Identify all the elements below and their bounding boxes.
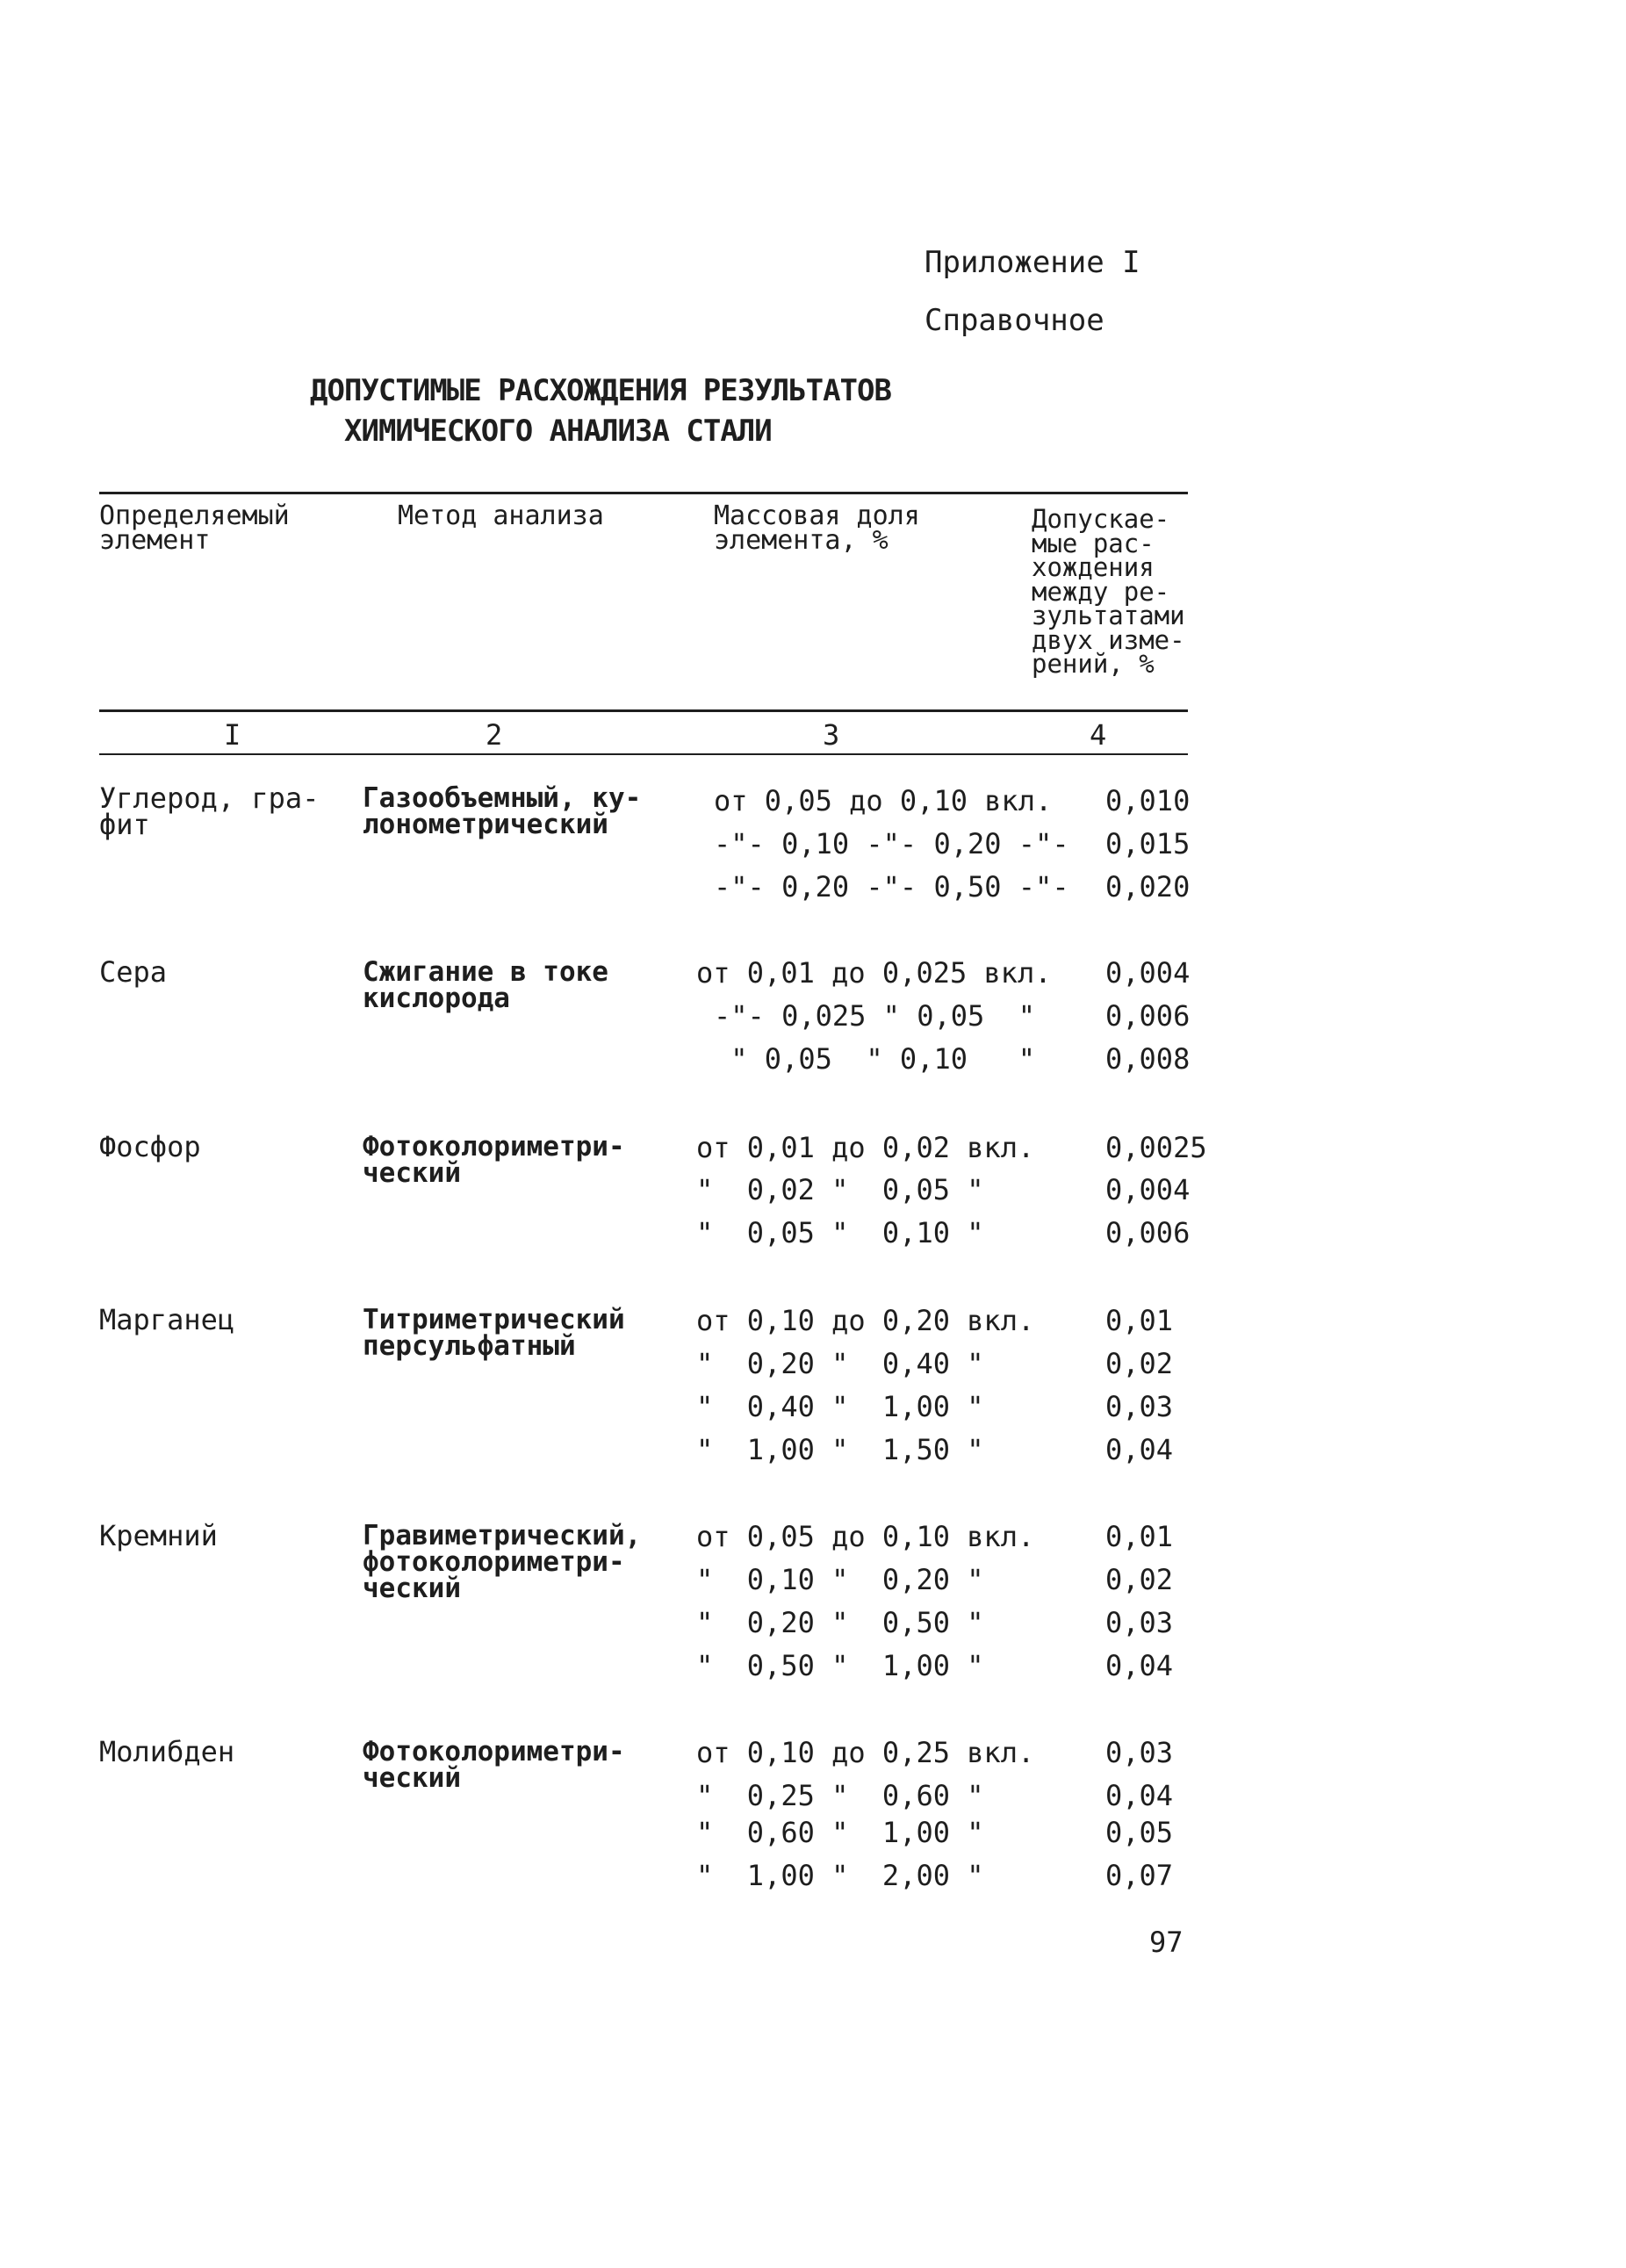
range-value: " 0,40 " 1,00 " <box>696 1390 984 1423</box>
col-numbers-bottom-rule <box>99 753 1188 755</box>
tolerance-value: 0,03 <box>1105 1736 1174 1769</box>
col-number-3: 3 <box>823 718 840 752</box>
header-element: Определяемый элемент <box>99 500 290 556</box>
range-value: " 0,05 " 0,10 " <box>714 1042 1036 1076</box>
tolerance-value: 0,03 <box>1105 1606 1174 1639</box>
range-value: " 1,00 " 2,00 " <box>696 1859 984 1892</box>
range-value: " 0,25 " 0,60 " <box>696 1779 984 1812</box>
tolerance-value: 0,02 <box>1105 1347 1174 1380</box>
method-name: Титриметрический персульфатный <box>363 1304 625 1362</box>
range-value: " 0,20 " 0,50 " <box>696 1606 984 1639</box>
document-title-line1: ДОПУСТИМЫЕ РАСХОЖДЕНИЯ РЕЗУЛЬТАТОВ <box>310 373 891 408</box>
element-name: Кремний <box>99 1519 218 1552</box>
range-value: от 0,05 до 0,10 вкл. <box>714 784 1053 817</box>
range-value: от 0,10 до 0,25 вкл. <box>696 1736 1035 1769</box>
element-name: Сера <box>99 955 168 989</box>
method-name: Сжигание в токе кислорода <box>363 956 608 1014</box>
range-value: " 0,10 " 0,20 " <box>696 1563 984 1596</box>
tolerance-value: 0,020 <box>1105 870 1191 904</box>
tolerance-value: 0,04 <box>1105 1433 1174 1466</box>
col-number-1: I <box>224 718 241 752</box>
tolerance-value: 0,008 <box>1105 1042 1191 1076</box>
tolerance-value: 0,04 <box>1105 1649 1174 1682</box>
tolerance-value: 0,02 <box>1105 1563 1174 1596</box>
header-mass-fraction: Массовая доля элемента, % <box>714 500 920 556</box>
element-name: Молибден <box>99 1735 235 1768</box>
tolerance-value: 0,004 <box>1105 956 1191 990</box>
range-value: " 0,50 " 1,00 " <box>696 1649 984 1682</box>
method-name: Гравиметрический, фотоколориметри- ческий <box>363 1520 642 1604</box>
document-title-line2: ХИМИЧЕСКОГО АНАЛИЗА СТАЛИ <box>344 414 772 449</box>
method-name: Фотоколориметри- ческий <box>363 1736 625 1794</box>
tolerance-value: 0,01 <box>1105 1304 1174 1337</box>
tolerance-value: 0,0025 <box>1105 1131 1207 1164</box>
range-value: -"- 0,20 -"- 0,50 -"- <box>714 870 1069 904</box>
appendix-status: Справочное <box>925 303 1104 338</box>
appendix-label: Приложение I <box>925 245 1140 280</box>
tolerance-value: 0,03 <box>1105 1390 1174 1423</box>
range-value: " 0,05 " 0,10 " <box>696 1216 984 1249</box>
range-value: " 0,60 " 1,00 " <box>696 1816 984 1849</box>
range-value: от 0,01 до 0,025 вкл. <box>696 956 1052 990</box>
col-number-2: 2 <box>486 718 503 752</box>
header-method: Метод анализа <box>398 500 604 531</box>
method-name: Фотоколориметри- ческий <box>363 1131 625 1189</box>
tolerance-value: 0,004 <box>1105 1173 1191 1206</box>
tolerance-value: 0,04 <box>1105 1779 1174 1812</box>
element-name: Марганец <box>99 1303 235 1336</box>
tolerance-value: 0,006 <box>1105 999 1191 1033</box>
header-bottom-rule <box>99 709 1188 712</box>
range-value: " 0,02 " 0,05 " <box>696 1173 984 1206</box>
range-value: от 0,05 до 0,10 вкл. <box>696 1520 1035 1553</box>
tolerance-value: 0,006 <box>1105 1216 1191 1249</box>
page-number: 97 <box>1149 1926 1184 1959</box>
table-top-rule <box>99 492 1188 494</box>
range-value: -"- 0,10 -"- 0,20 -"- <box>714 827 1069 860</box>
method-name: Газообъемный, ку- лонометрический <box>363 782 642 840</box>
range-value: от 0,01 до 0,02 вкл. <box>696 1131 1035 1164</box>
col-number-4: 4 <box>1090 718 1107 752</box>
header-tolerance: Допускае- мые рас- хождения между ре- зультатами двух изме- рений, % <box>1032 504 1185 679</box>
tolerance-value: 0,01 <box>1105 1520 1174 1553</box>
tolerance-value: 0,010 <box>1105 784 1191 817</box>
element-name: Фосфор <box>99 1130 201 1163</box>
tolerance-value: 0,015 <box>1105 827 1191 860</box>
element-name: Углерод, гра- фит <box>99 781 320 841</box>
tolerance-value: 0,05 <box>1105 1816 1174 1849</box>
tolerance-value: 0,07 <box>1105 1859 1174 1892</box>
range-value: -"- 0,025 " 0,05 " <box>714 999 1036 1033</box>
range-value: " 0,20 " 0,40 " <box>696 1347 984 1380</box>
range-value: " 1,00 " 1,50 " <box>696 1433 984 1466</box>
range-value: от 0,10 до 0,20 вкл. <box>696 1304 1035 1337</box>
